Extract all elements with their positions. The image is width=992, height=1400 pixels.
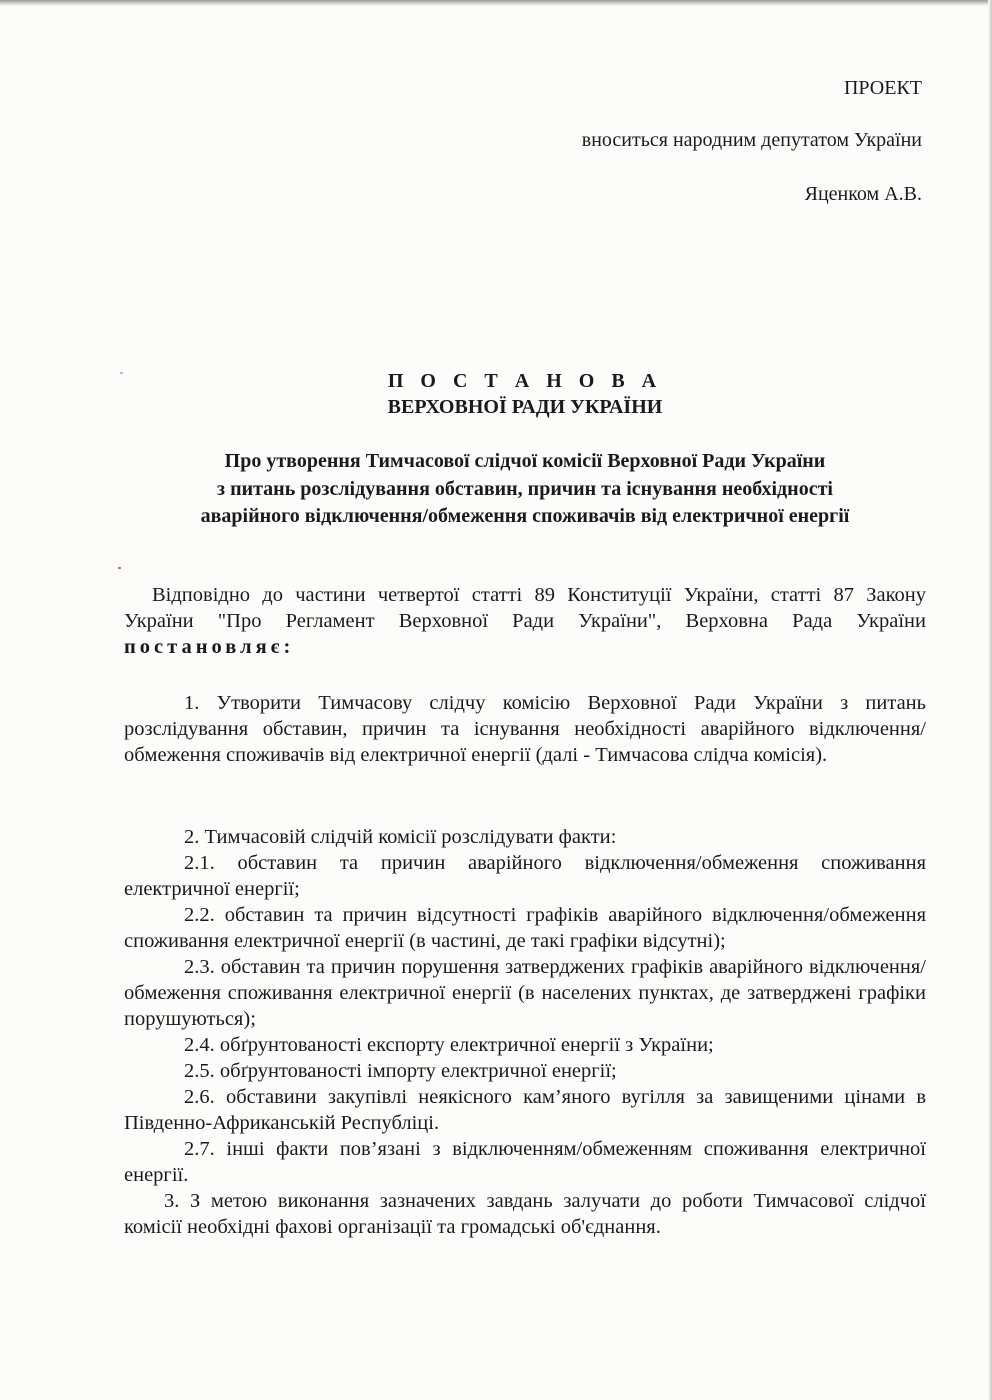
resolves-word: постановляє <box>124 636 284 658</box>
item-2-4: 2.4. обґрунтованості експорту електричної енергії з України; <box>184 1034 714 1056</box>
item-1-block <box>124 690 926 768</box>
subject-line-3: аварійного відключення/обмеження споживачів від електричної енергії <box>200 505 850 527</box>
scan-speck <box>118 567 121 569</box>
item-1: 1. Утворити Тимчасову слідчу комісію Верховної Ради України з питань розслідування обставин, причин та існування необхідності аварійного відключення/обмеження споживачів від електричної енергії (далі - Тимчасова слідча комісія). <box>124 692 926 766</box>
item-3: 3. З метою виконання зазначених завдань залучати до роботи Тимчасової слідчої комісії необхідні фахові організації та громадські об'єднання. <box>124 1190 926 1238</box>
item-2: 2. Тимчасовій слідчій комісії розслідувати факти: <box>184 826 617 848</box>
item-2-6: 2.6. обставини закупівлі неякісного кам’яного вугілля за завищеними цінами в Південно-Африканській Республіці. <box>124 1086 926 1134</box>
issuer: ВЕРХОВНОЇ РАДИ УКРАЇНИ <box>387 396 663 418</box>
submitted-by-line2: Яценком А.В. <box>804 183 922 205</box>
project-label: ПРОЕКТ <box>843 77 922 99</box>
subject-line-1: Про утворення Тимчасової слідчої комісії Верховної Ради України <box>224 450 826 472</box>
scan-edge-right <box>988 0 992 1400</box>
preamble-text: Відповідно до частини четвертої статті 89 Конституції України, статті 87 Закону України "Про Регламент Верховної Ради України", Верховна Рада України <box>124 584 926 632</box>
preamble-paragraph <box>124 582 926 660</box>
item-2-block <box>124 824 926 1240</box>
preamble <box>124 582 926 660</box>
item-2-5: 2.5. обґрунтованості імпорту електричної енергії; <box>184 1060 617 1082</box>
document-type: П О С Т А Н О В А <box>387 370 663 392</box>
item-2-3: 2.3. обставин та причин порушення затверджених графіків аварійного відключення/обмеження споживання електричної енергії (в населених пунктах, де затверджені графіки порушуються); <box>124 956 926 1030</box>
item-2-1: 2.1. обставин та причин аварійного відключення/обмеження споживання електричної енергії; <box>124 852 926 900</box>
subject-line-2: з питань розслідування обставин, причин та існування необхідності <box>217 478 833 500</box>
item-2-2: 2.2. обставин та причин відсутності графіків аварійного відключення/обмеження споживання електричної енергії (в частині, де такі графіки відсутні); <box>124 904 926 952</box>
item-2-7: 2.7. інші факти пов’язані з відключенням/обмеженням споживання електричної енергії. <box>124 1138 926 1186</box>
scan-edge-top <box>0 0 992 6</box>
resolves-colon: : <box>283 636 291 658</box>
scan-speck <box>120 372 123 374</box>
submitted-by-line1: вноситься народним депутатом України <box>581 129 922 151</box>
